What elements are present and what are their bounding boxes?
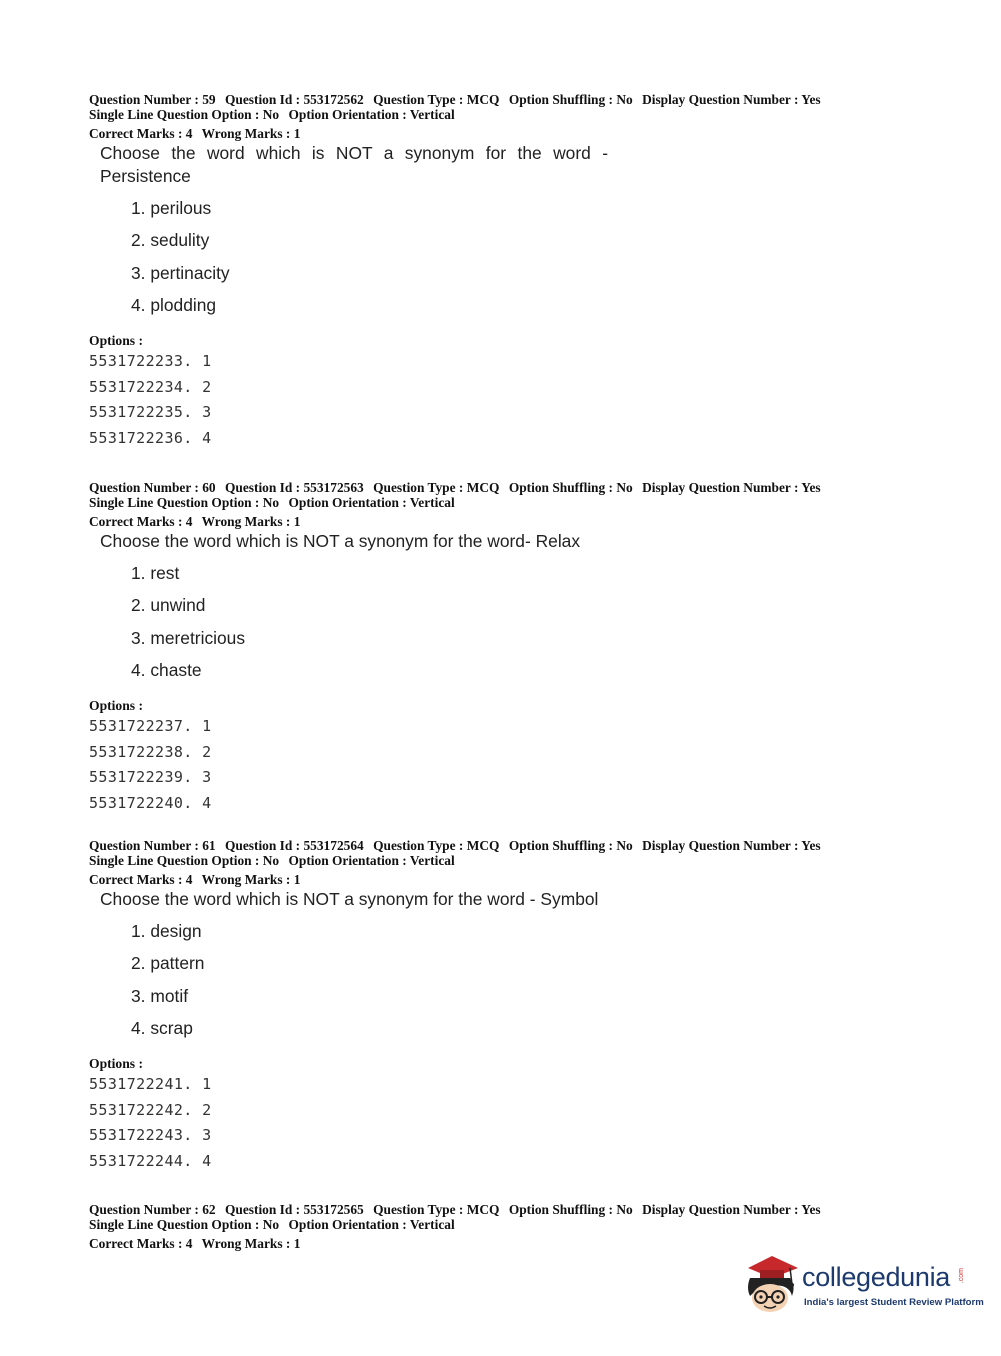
question-marks: [89, 514, 949, 529]
question-id: Question Id : 553172562: [224, 92, 364, 107]
choice-item: 1. perilous: [131, 198, 212, 218]
option-orientation: Option Orientation : Vertical: [288, 107, 455, 122]
correct-marks: Correct Marks : 4: [89, 1236, 193, 1251]
question-marks: [89, 1236, 949, 1251]
option-id-item: 5531722243. 3: [89, 1126, 212, 1145]
choice-item: 4. scrap: [131, 1017, 193, 1038]
display-question-number: Display Question Number : Yes: [642, 92, 821, 107]
options-label: Options :: [89, 1056, 144, 1072]
question-meta-line1: [89, 838, 949, 853]
single-line-option: Single Line Question Option : No: [89, 853, 280, 868]
question-block-60: [89, 480, 949, 816]
option-orientation: Option Orientation : Vertical: [288, 495, 455, 510]
single-line-option: Single Line Question Option : No: [89, 495, 280, 510]
question-type: Question Type : MCQ: [373, 92, 500, 107]
option-shuffling: Option Shuffling : No: [508, 838, 633, 853]
choice-item: 3. pertinacity: [131, 262, 230, 283]
question-meta-line2: [89, 1217, 949, 1232]
choice-list: [131, 915, 949, 1044]
question-meta-line1: [89, 480, 949, 495]
choice-item: 2. unwind: [131, 595, 206, 616]
collegedunia-logo[interactable]: [742, 1250, 984, 1320]
choice-item: 1. design: [131, 921, 202, 941]
choice-item: 4. plodding: [131, 294, 217, 315]
choice-item: 2. pattern: [131, 953, 205, 974]
choice-item: 1. rest: [131, 563, 180, 583]
option-id-item: 5531722244. 4: [89, 1151, 212, 1170]
option-id-item: 5531722241. 1: [89, 1075, 212, 1094]
option-id-item: 5531722234. 2: [89, 377, 212, 396]
question-type: Question Type : MCQ: [373, 480, 500, 495]
logo-dotcom: .com: [958, 1268, 965, 1284]
option-id-item: 5531722242. 2: [89, 1100, 212, 1119]
single-line-option: Single Line Question Option : No: [89, 1217, 280, 1232]
question-meta-line1: [89, 92, 949, 107]
option-id-list: [89, 1072, 949, 1174]
option-shuffling: Option Shuffling : No: [508, 480, 633, 495]
wrong-marks: Wrong Marks : 1: [201, 1236, 301, 1251]
logo-tagline: India's largest Student Review Platform: [804, 1297, 984, 1308]
question-number: Question Number : 62: [89, 1202, 216, 1217]
option-id-item: 5531722235. 3: [89, 403, 212, 422]
question-number: Question Number : 60: [89, 480, 216, 495]
options-label: Options :: [89, 698, 144, 714]
choice-item: 3. motif: [131, 985, 189, 1006]
option-id-item: 5531722236. 4: [89, 428, 212, 447]
correct-marks: Correct Marks : 4: [89, 514, 193, 529]
question-id: Question Id : 553172565: [224, 1202, 364, 1217]
choice-list: [131, 557, 949, 686]
question-block-61: [89, 838, 949, 1174]
question-text: Choose the word which is NOT a synonym for the word - Symbol: [100, 889, 599, 909]
question-meta-line1: [89, 1202, 949, 1217]
question-meta-line2: [89, 107, 949, 122]
logo-brand: collegedunia: [802, 1262, 951, 1292]
option-shuffling: Option Shuffling : No: [508, 92, 633, 107]
question-id: Question Id : 553172563: [224, 480, 364, 495]
question-block-62: [89, 1202, 949, 1251]
correct-marks: Correct Marks : 4: [89, 872, 193, 887]
choice-list: [131, 192, 949, 321]
display-question-number: Display Question Number : Yes: [642, 480, 821, 495]
mascot-icon: [742, 1250, 804, 1320]
question-id: Question Id : 553172564: [224, 838, 364, 853]
option-shuffling: Option Shuffling : No: [508, 1202, 633, 1217]
option-orientation: Option Orientation : Vertical: [288, 853, 455, 868]
question-text: Choose the word which is NOT a synonym for the word - Persistence: [100, 143, 608, 186]
choice-item: 4. chaste: [131, 659, 202, 680]
question-marks: [89, 872, 949, 887]
question-block-59: [89, 92, 949, 451]
choice-item: 2. sedulity: [131, 230, 210, 251]
option-id-item: 5531722240. 4: [89, 793, 212, 812]
question-meta-line2: [89, 495, 949, 510]
question-type: Question Type : MCQ: [373, 1202, 500, 1217]
option-id-list: [89, 349, 949, 451]
display-question-number: Display Question Number : Yes: [642, 838, 821, 853]
question-marks: [89, 126, 949, 141]
question-type: Question Type : MCQ: [373, 838, 500, 853]
question-number: Question Number : 61: [89, 838, 216, 853]
wrong-marks: Wrong Marks : 1: [201, 126, 301, 141]
question-number: Question Number : 59: [89, 92, 216, 107]
options-label: Options :: [89, 333, 144, 349]
correct-marks: Correct Marks : 4: [89, 126, 193, 141]
question-text: Choose the word which is NOT a synonym for the word- Relax: [100, 531, 581, 551]
question-meta-line2: [89, 853, 949, 868]
single-line-option: Single Line Question Option : No: [89, 107, 280, 122]
option-id-item: 5531722233. 1: [89, 352, 212, 371]
display-question-number: Display Question Number : Yes: [642, 1202, 821, 1217]
choice-item: 3. meretricious: [131, 627, 246, 648]
option-id-list: [89, 714, 949, 816]
wrong-marks: Wrong Marks : 1: [201, 872, 301, 887]
option-id-item: 5531722238. 2: [89, 742, 212, 761]
option-orientation: Option Orientation : Vertical: [288, 1217, 455, 1232]
option-id-item: 5531722239. 3: [89, 768, 212, 787]
wrong-marks: Wrong Marks : 1: [201, 514, 301, 529]
option-id-item: 5531722237. 1: [89, 717, 212, 736]
